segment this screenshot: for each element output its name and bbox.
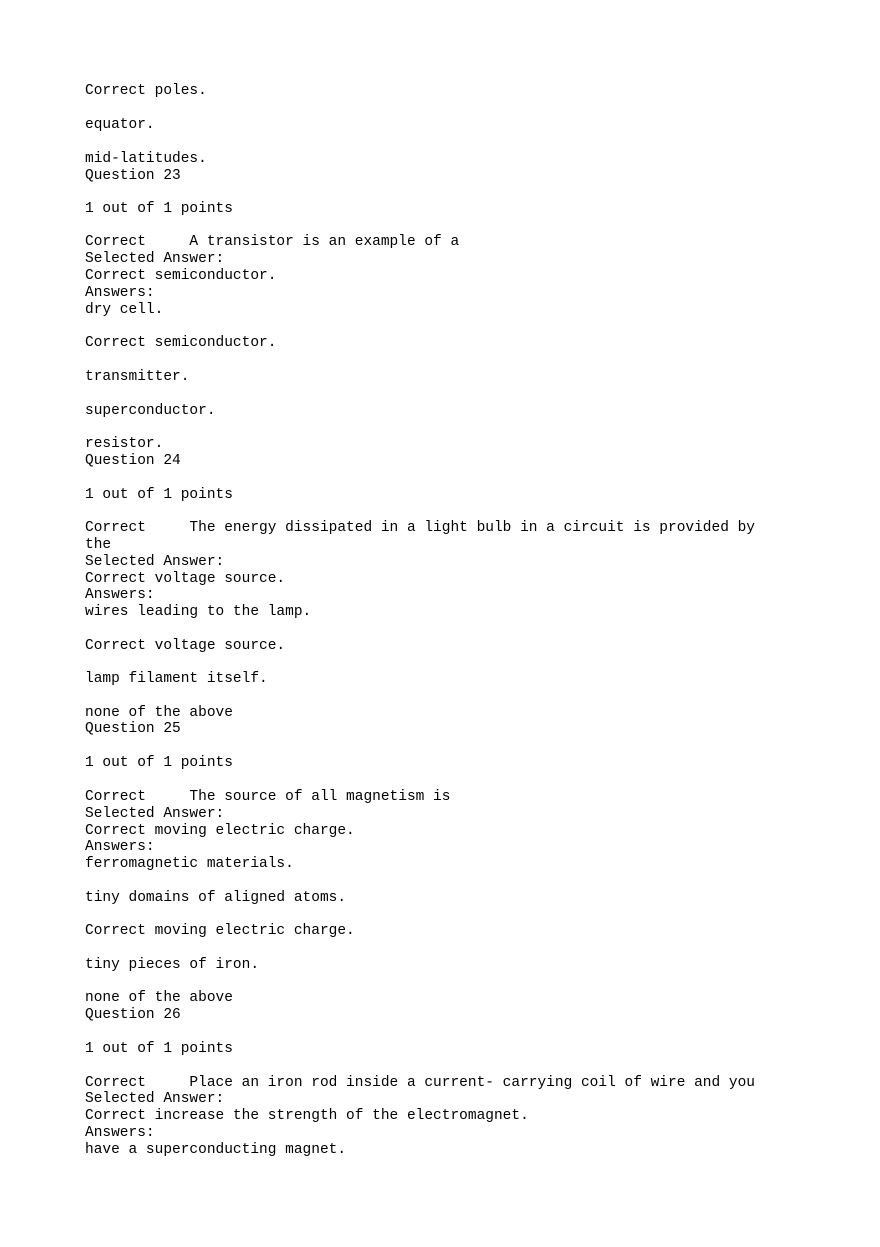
answer-option: equator. [85, 117, 155, 133]
answer-option: none of the above [85, 705, 233, 721]
selected-answer-label: Selected Answer: [85, 554, 225, 570]
selected-answer-label: Selected Answer: [85, 806, 225, 822]
question-text: Correct The source of all magnetism is [85, 789, 451, 805]
answers-label: Answers: [85, 839, 155, 855]
answer-option: mid-latitudes. [85, 151, 207, 167]
answer-option: transmitter. [85, 369, 190, 385]
answer-option: tiny domains of aligned atoms. [85, 890, 347, 906]
answer-option: Correct moving electric charge. [85, 923, 355, 939]
question-heading: Question 25 [85, 721, 181, 737]
question-text: Correct Place an iron rod inside a current- carrying coil of wire and you [85, 1075, 756, 1091]
selected-answer-value: Correct increase the strength of the electromagnet. [85, 1108, 529, 1124]
selected-answer-label: Selected Answer: [85, 1091, 225, 1107]
points-text: 1 out of 1 points [85, 201, 233, 217]
selected-answer-value: Correct voltage source. [85, 571, 286, 587]
question-text: Correct The energy dissipated in a light bulb in a circuit is provided by [85, 520, 756, 536]
question-heading: Question 23 [85, 168, 181, 184]
answer-option: Correct poles. [85, 83, 207, 99]
question-text-continued: the [85, 537, 112, 553]
answer-option: lamp filament itself. [85, 671, 268, 687]
answer-option: tiny pieces of iron. [85, 957, 260, 973]
answers-label: Answers: [85, 285, 155, 301]
points-text: 1 out of 1 points [85, 755, 233, 771]
answers-label: Answers: [85, 1125, 155, 1141]
question-heading: Question 26 [85, 1007, 181, 1023]
answer-option: none of the above [85, 990, 233, 1006]
answer-option: wires leading to the lamp. [85, 604, 312, 620]
selected-answer-value: Correct moving electric charge. [85, 823, 355, 839]
answer-option: Correct semiconductor. [85, 335, 277, 351]
selected-answer-value: Correct semiconductor. [85, 268, 277, 284]
question-heading: Question 24 [85, 453, 181, 469]
answer-option: have a superconducting magnet. [85, 1142, 347, 1158]
answer-option: resistor. [85, 436, 164, 452]
answer-option: ferromagnetic materials. [85, 856, 294, 872]
answers-label: Answers: [85, 587, 155, 603]
question-text: Correct A transistor is an example of a [85, 234, 460, 250]
answer-option: dry cell. [85, 302, 164, 318]
answer-option: superconductor. [85, 403, 216, 419]
selected-answer-label: Selected Answer: [85, 251, 225, 267]
points-text: 1 out of 1 points [85, 1041, 233, 1057]
answer-option: Correct voltage source. [85, 638, 286, 654]
points-text: 1 out of 1 points [85, 487, 233, 503]
